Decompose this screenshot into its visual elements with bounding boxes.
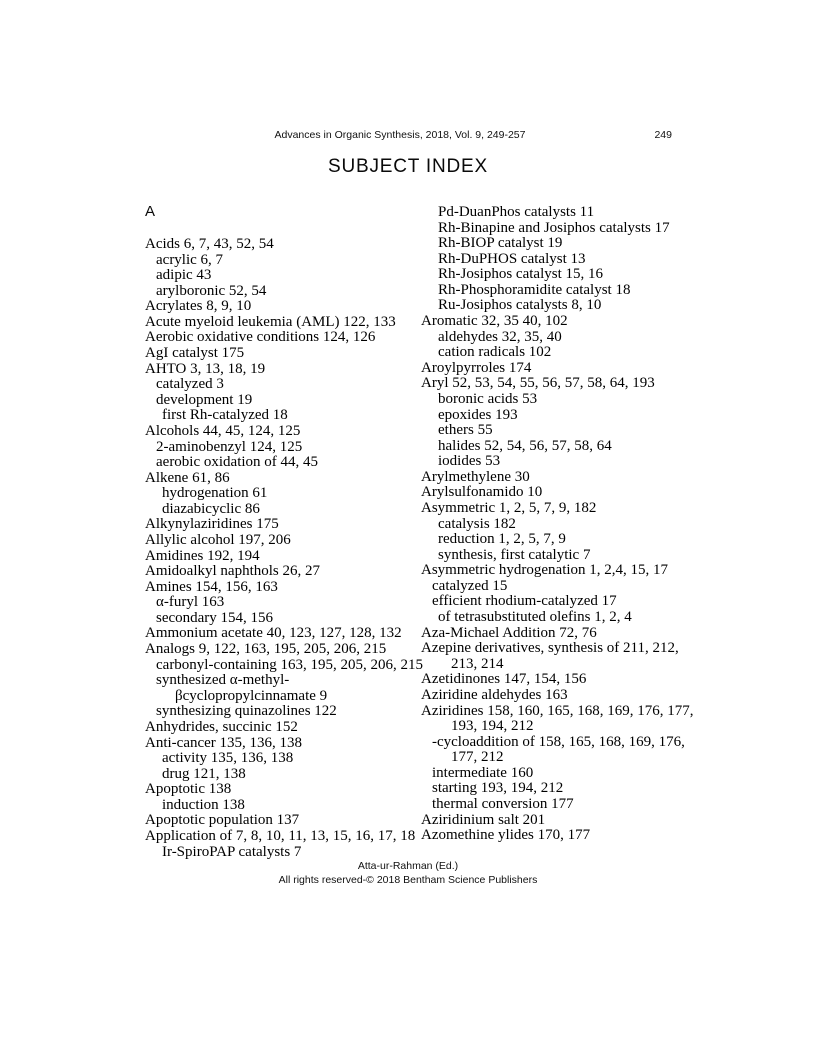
index-entry: βcyclopropylcinnamate 9 [175,687,328,704]
index-entry: Anhydrides, succinic 152 [145,718,298,735]
index-entry: halides 52, 54, 56, 57, 58, 64 [438,437,612,454]
index-entry: secondary 154, 156 [156,609,274,626]
index-entry: Application of 7, 8, 10, 11, 13, 15, 16, 17, 18 [145,827,416,844]
index-entry: Aziridine aldehydes 163 [421,686,568,703]
index-entry: aerobic oxidation of 44, 45 [156,454,319,471]
index-entry: Azomethine ylides 170, 177 [421,827,591,844]
index-entry: synthesis, first catalytic 7 [438,546,591,563]
index-entry: adipic 43 [156,267,212,284]
index-entry: 213, 214 [451,655,504,672]
index-entry: aldehydes 32, 35, 40 [438,328,562,345]
index-entry: hydrogenation 61 [162,485,268,502]
index-entry: arylboronic 52, 54 [156,282,267,299]
index-entry: development 19 [156,391,253,408]
index-entry: iodides 53 [438,453,501,470]
index-entry: Pd-DuanPhos catalysts 11 [438,204,595,220]
index-entry: diazabicyclic 86 [162,500,260,517]
index-entry: Acids 6, 7, 43, 52, 54 [145,236,274,252]
index-entry: 2-aminobenzyl 124, 125 [156,438,303,455]
index-entry: Analogs 9, 122, 163, 195, 205, 206, 215 [145,641,387,658]
index-entry: Rh-Josiphos catalyst 15, 16 [438,266,603,283]
index-entry: induction 138 [162,796,245,813]
index-entry: cation radicals 102 [438,344,552,361]
index-entry: Anti-cancer 135, 136, 138 [145,734,303,751]
index-entry: Aromatic 32, 35 40, 102 [421,313,568,330]
index-entry: Amidoalkyl naphthols 26, 27 [145,563,320,580]
index-entry: boronic acids 53 [438,390,538,407]
index-entry: AHTO 3, 13, 18, 19 [145,360,266,377]
section-heading-a: A [145,203,156,220]
index-entry: Aza-Michael Addition 72, 76 [421,624,597,641]
index-entry: Ammonium acetate 40, 123, 127, 128, 132 [145,625,402,642]
index-entry: Ir-SpiroPAP catalysts 7 [162,843,302,860]
index-entry: Azepine derivatives, synthesis of 211, 212, [421,640,679,657]
index-entry: catalyzed 3 [156,376,224,393]
index-entry: Arylsulfonamido 10 [421,484,543,501]
index-entry: Acute myeloid leukemia (AML) 122, 133 [145,313,396,330]
index-entry: Ru-Josiphos catalysts 8, 10 [438,297,602,314]
index-entry: 193, 194, 212 [451,718,534,735]
index-entry: Allylic alcohol 197, 206 [145,531,291,548]
index-entry: Aryl 52, 53, 54, 55, 56, 57, 58, 64, 193 [421,375,655,392]
page-number: 249 [654,129,672,141]
index-entry: acrylic 6, 7 [156,251,224,268]
footer-copyright: All rights reserved-© 2018 Bentham Science Publishers [278,874,538,886]
index-entry: thermal conversion 177 [432,795,574,812]
index-entry: Asymmetric 1, 2, 5, 7, 9, 182 [421,499,597,516]
index-entry: Acrylates 8, 9, 10 [145,298,252,315]
index-entry: Alcohols 44, 45, 124, 125 [145,422,301,439]
index-entry: Azetidinones 147, 154, 156 [421,671,587,688]
index-entry: 177, 212 [451,749,504,766]
index-entry: starting 193, 194, 212 [432,780,564,797]
index-entry: drug 121, 138 [162,765,246,782]
index-entry: Rh-Phosphoramidite catalyst 18 [438,281,631,298]
index-entry: Aroylpyrroles 174 [421,359,532,376]
index-entry: Rh-DuPHOS catalyst 13 [438,250,586,267]
page-title: SUBJECT INDEX [328,156,488,177]
index-entry: first Rh-catalyzed 18 [162,407,288,424]
index-column-left [145,237,423,860]
index-entry: -cycloaddition of 158, 165, 168, 169, 176, [432,733,685,750]
index-entry: catalyzed 15 [432,577,508,594]
index-entry: epoxides 193 [438,406,518,423]
index-entry: Apoptotic 138 [145,781,232,798]
index-entry: Aziridinium salt 201 [421,811,546,828]
index-entry: Rh-Binapine and Josiphos catalysts 17 [438,219,670,236]
index-entry: Aziridines 158, 160, 165, 168, 169, 176, 177, [421,702,694,719]
index-entry: AgI catalyst 175 [145,345,245,362]
index-entry: Alkynylaziridines 175 [145,516,279,533]
index-entry: Aerobic oxidative conditions 124, 126 [145,329,376,346]
index-entry: Amines 154, 156, 163 [145,578,278,595]
footer-editor: Atta-ur-Rahman (Ed.) [357,860,459,872]
index-entry: Amidines 192, 194 [145,547,260,564]
index-entry: of tetrasubstituted olefins 1, 2, 4 [438,609,632,626]
index-entry: Rh-BIOP catalyst 19 [438,235,563,252]
index-entry: Arylmethylene 30 [421,468,530,485]
index-entry: reduction 1, 2, 5, 7, 9 [438,531,566,548]
index-entry: α-furyl 163 [156,594,225,611]
index-entry: catalysis 182 [438,515,516,532]
index-entry: Apoptotic population 137 [145,812,300,829]
running-title: Advances in Organic Synthesis, 2018, Vol. 9, 249-257 [274,129,526,141]
index-entry: intermediate 160 [432,764,534,781]
index-column-right [421,204,694,844]
index-entry: Asymmetric hydrogenation 1, 2,4, 15, 17 [421,562,669,579]
index-entry: carbonyl-containing 163, 195, 205, 206, 215 [156,656,424,673]
index-entry: Alkene 61, 86 [145,469,230,486]
index-entry: activity 135, 136, 138 [162,750,294,767]
index-entry: ethers 55 [438,422,493,439]
index-entry: synthesized α-methyl- [156,672,290,689]
index-entry: efficient rhodium-catalyzed 17 [432,593,617,610]
index-entry: synthesizing quinazolines 122 [156,703,337,720]
